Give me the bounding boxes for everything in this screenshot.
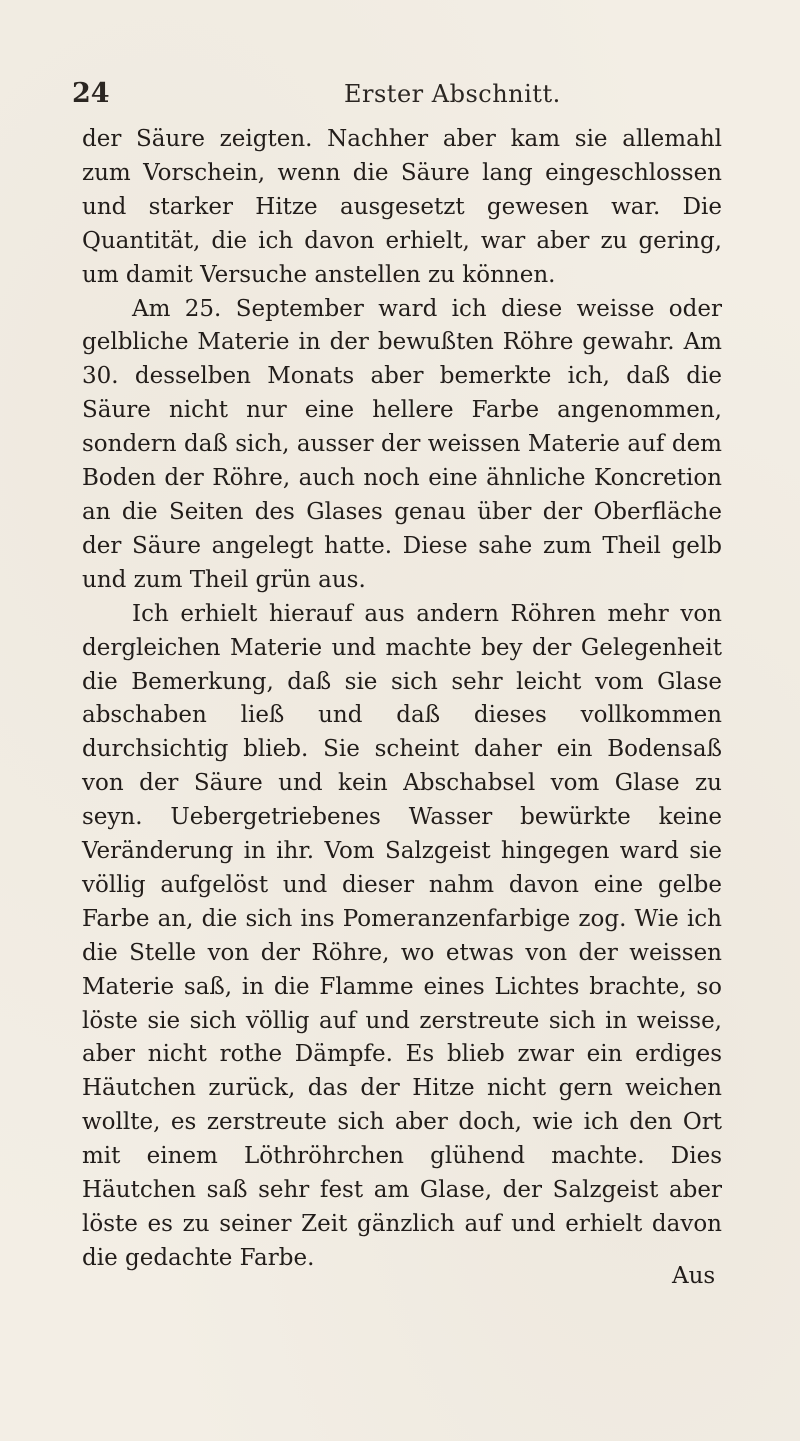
catchword: Aus — [672, 1263, 716, 1289]
running-head — [72, 78, 712, 114]
section-title: Erster Abschnitt. — [344, 80, 561, 108]
paragraph-3: Ich erhielt hierauf aus andern Röhren mehr von dergleichen Materie und machte bey der Gelegenheit die Bemerkung, daß sie sich sehr leicht vom Glase abschaben ließ und daß dieses vollkommen durchsichtig blieb. Sie scheint daher ein Bodensaß von der Säure und kein Abschabsel vom Glase zu seyn. Uebergetriebenes Wasser bewürkte keine Veränderung in ihr. Vom Salzgeist hingegen ward sie völlig aufgelöst und dieser nahm davon eine gelbe Farbe an, die sich ins Pomeranzenfarbige zog. Wie ich die Stelle von der Röhre, wo etwas von der weissen Materie saß, in die Flamme eines Lichtes brachte, so löste sie sich völlig auf und zerstreute sich in weisse, aber nicht rothe Dämpfe. Es blieb zwar ein erdiges Häutchen zurück, das der Hitze nicht gern weichen wollte, es zerstreute sich aber doch, wie ich den Ort mit einem Löthröhrchen glühend machte. Dies Häutchen saß sehr fest am Glase, der Salzgeist aber löste es zu seiner Zeit gänzlich auf und erhielt davon die gedachte Farbe. — [82, 600, 722, 1271]
body-text — [82, 123, 722, 1276]
paragraph-2: Am 25. September ward ich diese weisse oder gelbliche Materie in der bewußten Röhre gewahr. Am 30. desselben Monats aber bemerkte ich, daß die Säure nicht nur eine hellere Farbe angenommen, sondern daß sich, ausser der weissen Materie auf dem Boden der Röhre, auch noch eine ähnliche Koncretion an die Seiten des Glases genau über der Oberfläche der Säure angelegt hatte. Diese sahe zum Theil gelb und zum Theil grün aus. — [82, 295, 722, 593]
page-number: 24 — [72, 78, 110, 109]
paragraph-1: der Säure zeigten. Nachher aber kam sie allemahl zum Vorschein, wenn die Säure lang eingeschlossen und starker Hitze ausgesetzt gewesen war. Die Quantität, die ich davon erhielt, war aber zu gering, um damit Versuche anstellen zu können. — [82, 126, 722, 288]
